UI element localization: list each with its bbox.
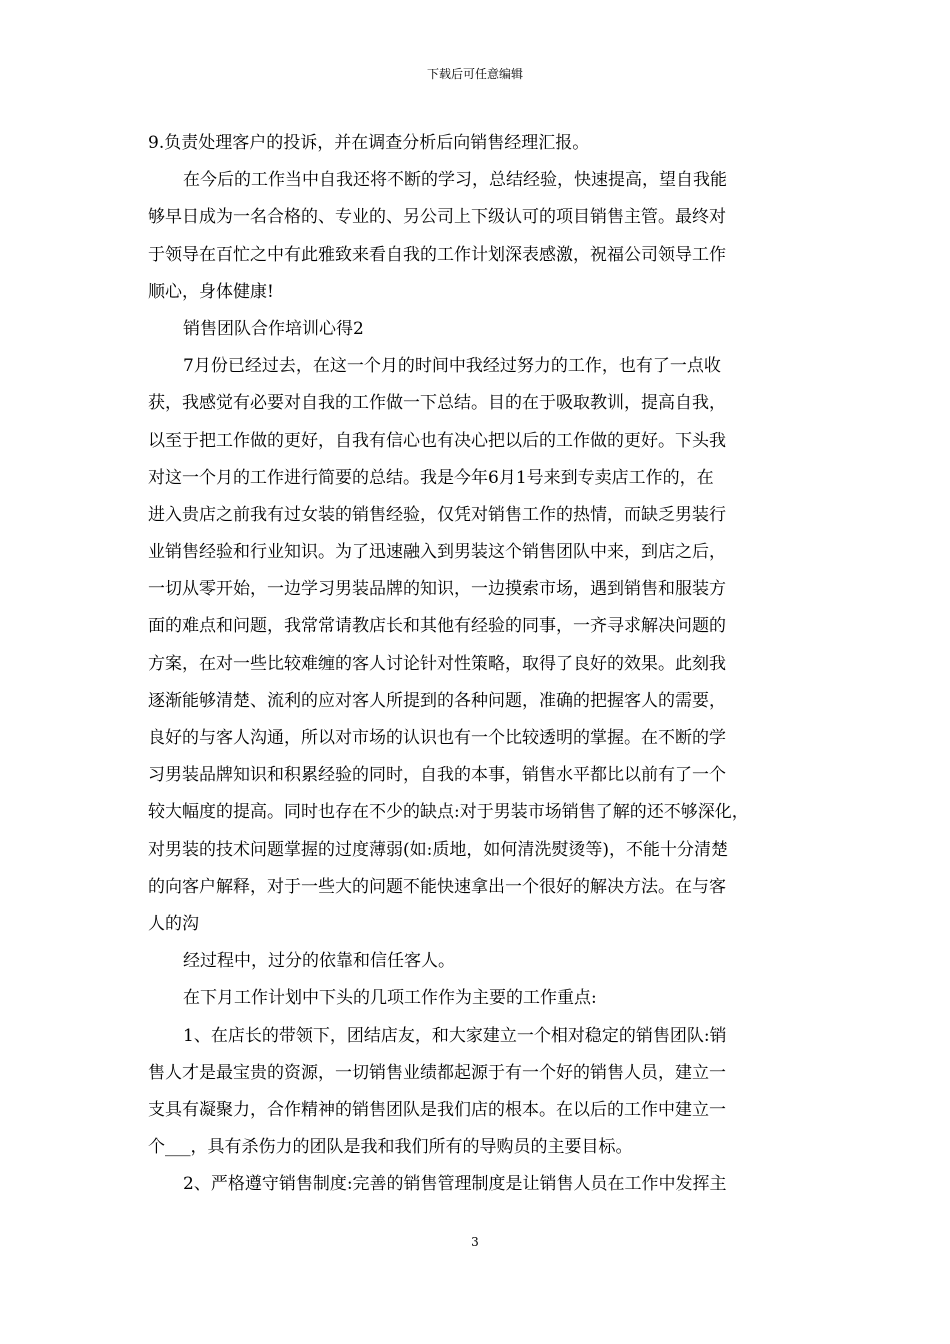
text-line: 进入贵店之前我有过女装的销售经验，仅凭对销售工作的热情，而缺乏男装行 xyxy=(148,504,726,525)
text-line: 够早日成为一名合格的、专业的、另公司上下级认可的项目销售主管。最终对 xyxy=(148,207,726,228)
text-line: 一切从零开始，一边学习男装品牌的知识，一边摸索市场，遇到销售和服装方 xyxy=(148,579,726,600)
text-line: 在今后的工作当中自我还将不断的学习，总结经验，快速提高，望自我能 xyxy=(183,170,727,191)
text-line: 经过程中，过分的依靠和信任客人。 xyxy=(183,951,455,972)
page-number: 3 xyxy=(471,1235,479,1249)
document-body xyxy=(148,125,810,1203)
text-line: 获，我感觉有必要对自我的工作做一下总结。目的在于吸取教训，提高自我， xyxy=(148,393,726,414)
text-line: 在下月工作计划中下头的几项工作作为主要的工作重点: xyxy=(183,988,597,1009)
text-line: 面的难点和问题，我常常请教店长和其他有经验的同事，一齐寻求解决问题的 xyxy=(148,616,726,637)
text-line: 1、在店长的带领下，团结店友，和大家建立一个相对稳定的销售团队:销 xyxy=(183,1025,727,1046)
text-line: 方案，在对一些比较难缠的客人讨论针对性策略，取得了良好的效果。此刻我 xyxy=(148,653,726,674)
text-line: 逐渐能够清楚、流利的应对客人所提到的各种问题，准确的把握客人的需要， xyxy=(148,690,726,711)
text-line: 顺心，身体健康! xyxy=(148,281,274,302)
text-line: 2、严格遵守销售制度:完善的销售管理制度是让销售人员在工作中发挥主 xyxy=(183,1174,727,1195)
text-line: 于领导在百忙之中有此雅致来看自我的工作计划深表感激，祝福公司领导工作 xyxy=(148,244,726,265)
text-line: 个___，具有杀伤力的团队是我和我们所有的导购员的主要目标。 xyxy=(148,1137,633,1158)
text-line: 的向客户解释，对于一些大的问题不能快速拿出一个很好的解决方法。在与客 xyxy=(148,876,726,897)
text-line: 9.负责处理客户的投诉，并在调查分析后向销售经理汇报。 xyxy=(148,133,590,153)
text-line: 业销售经验和行业知识。为了迅速融入到男装这个销售团队中来，到店之后， xyxy=(148,542,726,563)
text-line: 对男装的技术问题掌握的过度薄弱(如:质地，如何清洗熨烫等)，不能十分清楚 xyxy=(148,839,728,860)
text-line: 良好的与客人沟通，所以对市场的认识也有一个比较透明的掌握。在不断的学 xyxy=(148,728,726,748)
page-header: 下载后可任意编辑 xyxy=(426,67,523,81)
text-line: 7月份已经过去，在这一个月的时间中我经过努力的工作，也有了一点收 xyxy=(183,356,721,377)
text-line: 售人才是最宝贵的资源，一切销售业绩都起源于有一个好的销售人员，建立一 xyxy=(148,1062,726,1083)
text-line: 以至于把工作做的更好，自我有信心也有决心把以后的工作做的更好。下头我 xyxy=(148,430,726,451)
text-line: 习男装品牌知识和积累经验的同时，自我的本事，销售水平都比以前有了一个 xyxy=(148,765,726,786)
text-line: 人的沟 xyxy=(148,913,199,934)
text-line: 销售团队合作培训心得2 xyxy=(183,318,364,339)
text-line: 支具有凝聚力，合作精神的销售团队是我们店的根本。在以后的工作中建立一 xyxy=(148,1099,726,1120)
text-line: 较大幅度的提高。同时也存在不少的缺点:对于男装市场销售了解的还不够深化， xyxy=(148,802,749,823)
text-line: 对这一个月的工作进行简要的总结。我是今年6月1号来到专卖店工作的，在 xyxy=(148,467,714,488)
